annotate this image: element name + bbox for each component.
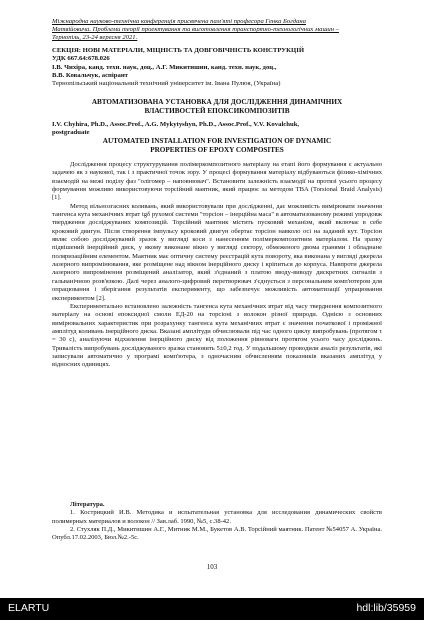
footer-repository-label: ELARTU [8, 602, 50, 614]
authors-en-line-2: postgraduate [52, 129, 90, 137]
authors-ua-line-2: В.В. Ковальчук, аспірант [52, 71, 128, 79]
title-ua-line-1: АВТОМАТИЗОВАНА УСТАНОВКА ДЛЯ ДОСЛІДЖЕННЯ ДИНАМІЧНИХ [91, 98, 343, 106]
udc-code: УДК 667.64:678.026 [52, 55, 110, 63]
references [52, 501, 382, 542]
authors-ua-line-1: І.В. Чихіра, канд. техн. наук, доц., А.Г. Микитишин, канд. техн. наук, доц., [52, 63, 277, 71]
section-title: СЕКЦІЯ: НОВІ МАТЕРІАЛИ, МІЦНІСТЬ ТА ДОВГОВІЧНІСТЬ КОНСТРУКЦІЙ [52, 47, 305, 54]
header-line-2: Матвійовича. Проблеми теорії проектування та виготовлення транспортно-технологічних машин – [52, 26, 339, 34]
title-ua-line-2: ВЛАСТИВОСТЕЙ ЕПОКСИКОМПОЗИТІВ [144, 107, 290, 115]
authors-en-line-1: I.V. Chyhira, Ph.D., Assoc.Prof., A.G. Mykytyshyn, Ph.D., Assoc.Prof., V.V. Kovalchuk, [52, 121, 300, 128]
section-block [52, 47, 382, 80]
authors-en [52, 121, 382, 138]
reference-2: 2. Стухляк П.Д., Микитишин А.Г., Митник М.М., Букетов А.В. Торсійний маятник. Патент №54057 А. Україна. Опубл.17.02.2003, Бюл.№2.-5с. [52, 525, 382, 542]
paragraph-3: Експериментально встановлено залежність тангенса кута механічних втрат від часу тверднення композитного матеріалу на основі епоксидної смоли ЕД-20 на торсіоні з волокон різної природи. Однією з основних вимірювальних характеристик при розрахунку тангенса кута механічних втрат є значення початкової і проміжної амплітуд коливань інерційного диска. Вказані амплітуди обчислювали під час одного циклу випробувань (протягом τ = 30 с), аналізуючи відхилення інерційного диску від положення рівноваги протягом усього часу досліджень. Тривалість випробувань досліджуваного зразка становить 5±0,2 год. У подальшому проводили аналіз результатів, які записували автоматично у програмі комп'ютера, з одночасним обчисленням показників вказаних амплітуд у відносних одиницях. [52, 302, 382, 369]
reference-1: 1. Кострицкий И.В. Методика и испытательная установка для исследования динамических свойств полимерных материалов и волокон // Зав.лаб. 1990, №5, с.38-42. [52, 509, 382, 525]
header-line-3: Тернопіль, 23-24 вересня 2021. [52, 34, 138, 42]
references-heading: Література. [70, 501, 105, 508]
title-ua [52, 98, 382, 116]
title-en-line-1: AUTOMATED INSTALLATION FOR INVESTIGATION OF DYNAMIC [102, 137, 332, 145]
title-en [52, 137, 382, 155]
article-body [52, 161, 382, 370]
affiliation: Тернопільський національний технічний університет ім. Івана Пулюя, (Україна) [52, 80, 281, 87]
header-line-1: Міжнародна науково-технічна конференція присвячена пам'яті професора Генка Богдана [52, 18, 306, 25]
conference-header [52, 18, 382, 43]
paragraph-1: Дослідження процесу структурування полімеркомпозитного матеріалу на етапі його формування є актуально задачею як з наукової, так і з практичної точок зору. У процесі формування матеріалу відбуваються фізико-хімічних взаємодій на межі поділу фаз "олігомер – наповнювач". Встановити залежність взаємодії на протязі усього процесу формування можливо використовуючи торсійний маятник, який працює за методом TBA (Torsional Braid Analysis) [1]. [52, 161, 382, 202]
paragraph-2: Метод вільнозгасних коливань, який використовували при дослідженні, дає можливість вимірювати значення тангенса кута механічних втрат tgδ рухомої системи "торсіон – інерційна маса" в автоматизованому режимі упродовж твердження досліджуваних композицій. Торсійний маятник містить пусковий механізм, який включає в себе кроковий двигун. Після створення імпульсу кроковий двигун обертає торсіон навколо осі на заданий кут. Торсіон являє собою досліджуваний зразок у вигляді коси з нанесенням полімеркомпозитним матеріалом. На зразку підвішений інерційний диск, у якому виконане вікно у вигляді сектору, обмеженого двома гранями і обладнане поляризаційним елементом. Маятник має оптичну систему реєстрацій кута повороту, яка виконана у вигляді джерела лазерного випромінювання, яке розміщене над вікном інерційного диску і кріпиться до корпуса. Навпроти джерела лазерного випромінення розміщений аналізатор, який з'єднаний з платою вводу-виводу дискретних сигналів з гальванічною розв'язкою. Далі через аналого-цифровий перетворювач з'єднується з персональним комп'ютером для опрацювання і зберігання результатів експерименту, що забезпечує можливість автоматизації упрацювання експериментом [2]. [52, 202, 382, 302]
footer-handle-label: hdl:lib/35959 [356, 602, 416, 614]
title-en-line-2: PROPERTIES OF EPOXY COMPOSITES [150, 145, 284, 154]
page-number: 103 [206, 563, 218, 571]
footer-bar [0, 598, 424, 620]
